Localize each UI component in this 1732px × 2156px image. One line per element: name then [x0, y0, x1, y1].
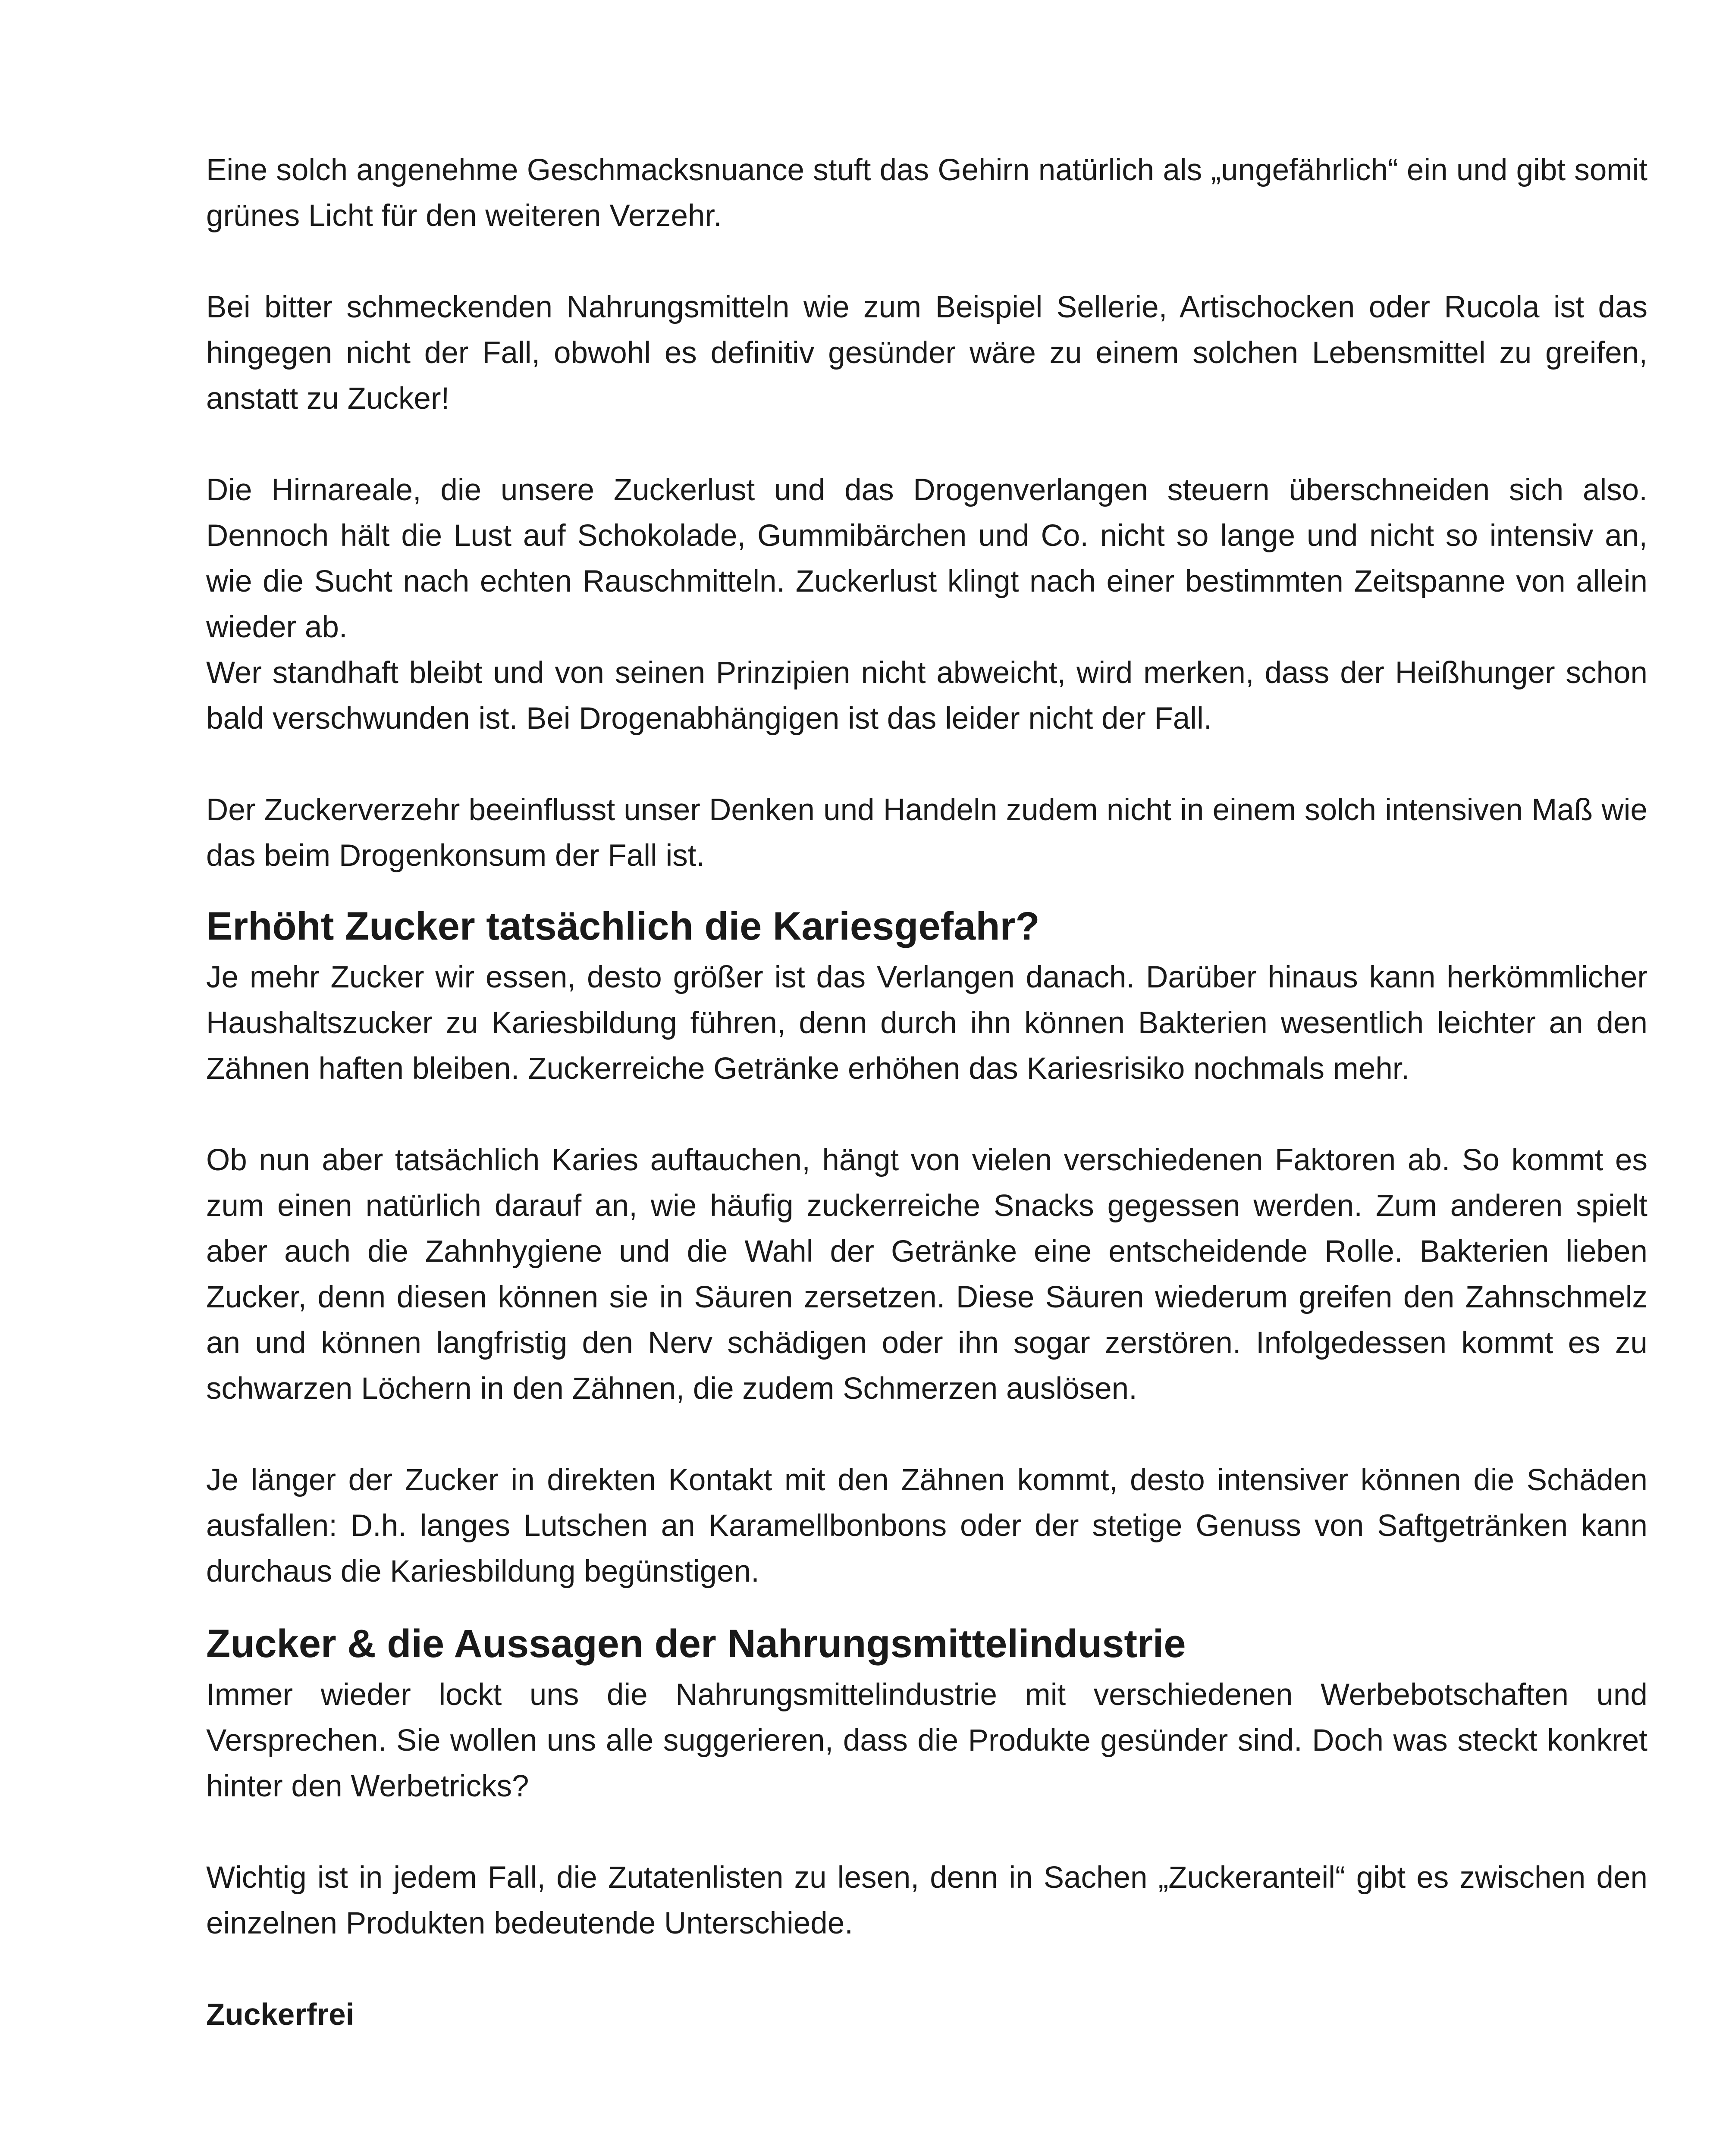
- section-heading-wrapper: [206, 900, 1647, 952]
- section-heading-wrapper: [206, 1618, 1647, 1670]
- paragraph: Der Zuckerverzehr beeinflusst unser Denken und Handeln zudem nicht in einem solch intensiven Maß wie das beim Drogenkonsum der Fall ist.: [206, 793, 1647, 873]
- paragraph: Eine solch angenehme Geschmacksnuance stuft das Gehirn natürlich als „ungefährlich“ ein und gibt somit grünes Licht für den weiteren Verzehr.: [206, 153, 1647, 233]
- paragraph-spacer: [206, 1946, 1647, 1992]
- paragraph-spacer: [206, 1092, 1647, 1138]
- section-heading: Erhöht Zucker tatsächlich die Kariesgefahr?: [206, 904, 1040, 948]
- paragraph: Je länger der Zucker in direkten Kontakt mit den Zähnen kommt, desto intensiver können die Schäden ausfallen: D.h. langes Lutschen an Karamellbonbons oder der stetige Genuss von Saftgetränken kann durchaus die Kariesbildung begünstigen.: [206, 1463, 1647, 1589]
- paragraph-spacer: [206, 1412, 1647, 1457]
- section-heading: Zucker & die Aussagen der Nahrungsmittelindustrie: [206, 1622, 1186, 1666]
- paragraph-spacer: [206, 422, 1647, 467]
- paragraph: Wichtig ist in jedem Fall, die Zutatenlisten zu lesen, denn in Sachen „Zuckeranteil“ gibt es zwischen den einzelnen Produkten bedeutende Unterschiede.: [206, 1861, 1647, 1940]
- paragraph: Ob nun aber tatsächlich Karies auftauchen, hängt von vielen verschiedenen Faktoren ab. So kommt es zum einen natürlich darauf an, wie häufig zuckerreiche Snacks gegessen werden. Zum anderen spielt aber auch die Zahnhygiene und die Wahl der Getränke eine entscheidende Rolle. Bakterien lieben Zucker, denn diesen können sie in Säuren zersetzen. Diese Säuren wiederum greifen den Zahnschmelz an und können langfristig den Nerv schädigen oder ihn sogar zerstören. Infolgedessen kommt es zu schwarzen Löchern in den Zähnen, die zudem Schmerzen auslösen.: [206, 1143, 1647, 1406]
- page-content: [206, 147, 1647, 2038]
- paragraph-spacer: [206, 1809, 1647, 1855]
- paragraph: Je mehr Zucker wir essen, desto größer ist das Verlangen danach. Darüber hinaus kann herkömmlicher Haushaltszucker zu Kariesbildung führen, denn durch ihn können Bakterien wesentlich leichter an den Zähnen haften bleiben. Zuckerreiche Getränke erhöhen das Kariesrisiko nochmals mehr.: [206, 960, 1647, 1086]
- paragraph: Wer standhaft bleibt und von seinen Prinzipien nicht abweicht, wird merken, dass der Heißhunger schon bald verschwunden ist. Bei Drogenabhängigen ist das leider nicht der Fall.: [206, 656, 1647, 736]
- paragraph: Bei bitter schmeckenden Nahrungsmitteln wie zum Beispiel Sellerie, Artischocken oder Rucola ist das hingegen nicht der Fall, obwohl es definitiv gesünder wäre zu einem solchen Lebensmittel zu greifen, anstatt zu Zucker!: [206, 290, 1647, 416]
- paragraph-spacer: [206, 239, 1647, 285]
- subheading: Zuckerfrei: [206, 1998, 355, 2032]
- paragraph: Die Hirnareale, die unsere Zuckerlust und das Drogenverlangen steuern überschneiden sich also. Dennoch hält die Lust auf Schokolade, Gummibärchen und Co. nicht so lange und nicht so intensiv an, wie die Sucht nach echten Rauschmitteln. Zuckerlust klingt nach einer bestimmten Zeitspanne von allein wieder ab.: [206, 473, 1647, 644]
- paragraph: Immer wieder lockt uns die Nahrungsmittelindustrie mit verschiedenen Werbebotschaften und Versprechen. Sie wollen uns alle suggerieren, dass die Produkte gesünder sind. Doch was steckt konkret hinter den Werbetricks?: [206, 1678, 1647, 1803]
- paragraph-spacer: [206, 742, 1647, 787]
